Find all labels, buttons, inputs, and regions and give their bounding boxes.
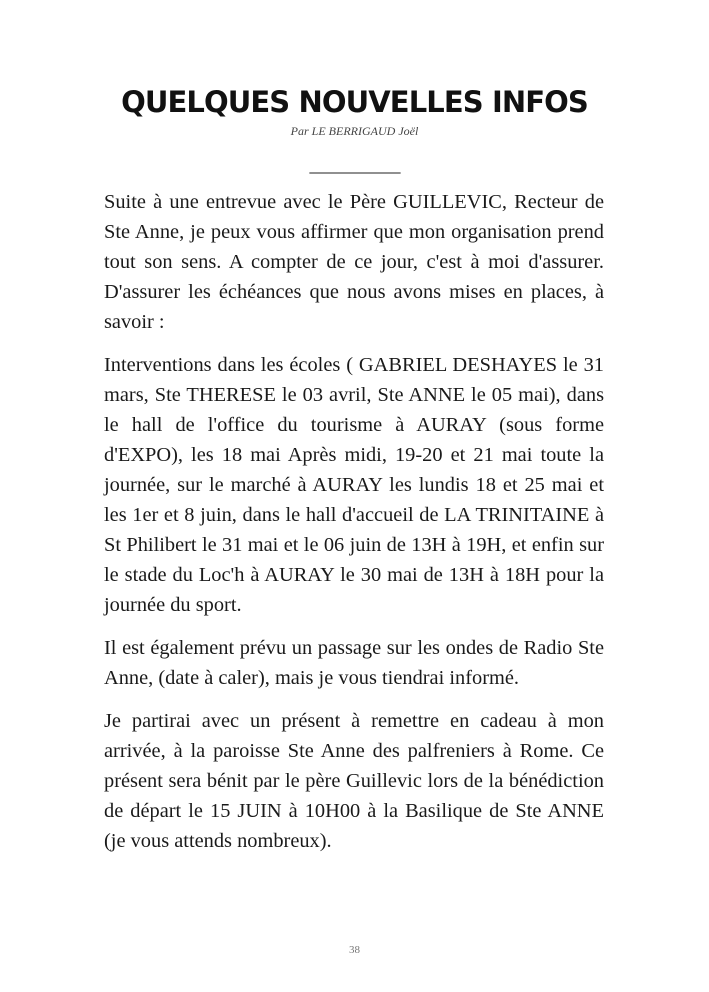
paragraph-interventions: Interventions dans les écoles ( GABRIEL DESHAYES le 31 mars, Ste THERESE le 03 avril, Ste ANNE le 05 mai), dans le hall de l'office du tourisme à AURAY (sous forme d'EXPO), les 18 mai Après midi, 19-20 et 21 mai toute la journée, sur le marché à AURAY les lundis 18 et 25 mai et les 1er et 8 juin, dans le hall d'accueil de LA TRINITAINE à St Philibert le 31 mai et le 06 juin de 13H à 19H, et enfin sur le stade du Loc'h à AURAY le 30 mai de 13H à 18H pour la journée du sport. xyxy=(104,354,604,616)
page-title: QUELQUES NOUVELLES INFOS xyxy=(121,85,588,119)
article-body xyxy=(104,187,604,869)
paragraph-present: Je partirai avec un présent à remettre en cadeau à mon arrivée, à la paroisse Ste Anne des palfreniers à Rome. Ce présent sera bénit par le père Guillevic lors de la bénédiction de départ le 15 JUIN à 10H00 à la Basilique de Ste ANNE (je vous attends nombreux). xyxy=(104,710,604,852)
paragraph-radio: Il est également prévu un passage sur les ondes de Radio Ste Anne, (date à caler), mais je vous tiendrai informé. xyxy=(104,637,604,689)
author-byline: Par LE BERRIGAUD Joël xyxy=(290,124,419,138)
page-number: 38 xyxy=(349,944,360,956)
title-separator: __________ xyxy=(309,154,400,176)
paragraph-intro: Suite à une entrevue avec le Père GUILLEVIC, Recteur de Ste Anne, je peux vous affirmer que mon organisation prend tout son sens. A compter de ce jour, c'est à moi d'assurer. D'assurer les échéances que nous avons mises en places, à savoir : xyxy=(104,191,604,333)
